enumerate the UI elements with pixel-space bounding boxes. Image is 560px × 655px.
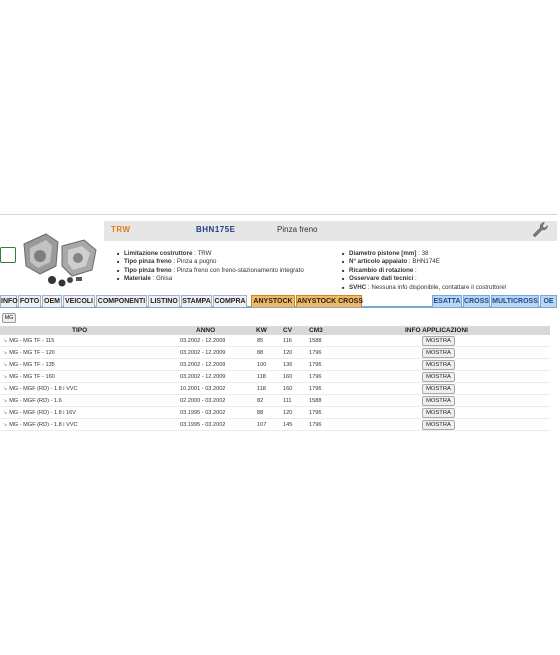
tab-foto[interactable]: FOTO — [18, 295, 41, 307]
brand-label: TRW — [111, 225, 131, 234]
tab-componenti[interactable]: COMPONENTI — [96, 295, 147, 307]
column-anno: ANNO — [196, 327, 216, 334]
spec-item: ■ Osservare dati tecnici : — [342, 275, 557, 283]
vehicle-table — [0, 335, 550, 431]
column-kw: KW — [256, 327, 267, 334]
spec-item: ■ Limitazione costruttore : TRW — [117, 250, 337, 258]
table-row[interactable]: ↘ MG - MG TF - 135 03.2002 - 12.2009 100 136 1796 MOSTRA — [0, 359, 550, 371]
tab-listino[interactable]: LISTINO — [148, 295, 180, 307]
specs-left — [117, 250, 337, 284]
tab-oem[interactable]: OEM — [42, 295, 62, 307]
column-info: INFO APPLICAZIONI — [405, 327, 468, 334]
tab-compra[interactable]: COMPRA — [213, 295, 247, 307]
select-checkbox[interactable] — [0, 247, 16, 263]
spec-item: ■ Tipo pinza freno : Pinza a pugno — [117, 258, 337, 266]
wrench-icon[interactable] — [531, 221, 549, 239]
table-row[interactable]: ↘ MG - MG TF - 120 03.2002 - 12.2009 88 120 1796 MOSTRA — [0, 347, 550, 359]
tab-stampa[interactable]: STAMPA — [181, 295, 212, 307]
table-header — [0, 326, 550, 335]
table-row[interactable]: ↘ MG - MGF (RD) - 1.8 i VVC 03.1995 - 03.2002 107 145 1796 MOSTRA — [0, 419, 550, 431]
spec-item: ■ Diametro pistone [mm] : 38 — [342, 250, 557, 258]
brand-filter-button[interactable]: MG — [2, 313, 16, 323]
spec-item: ■ Ricambio di rotazione : — [342, 267, 557, 275]
tab-oe[interactable]: OE — [540, 295, 557, 307]
tab-esatta[interactable]: ESATTA — [432, 295, 462, 307]
show-button[interactable]: MOSTRA — [422, 360, 455, 370]
column-cv: CV — [283, 327, 293, 334]
product-panel — [0, 214, 557, 444]
specs-right — [342, 250, 557, 292]
spec-item: ■ N° articolo appaiato : BHN174E — [342, 258, 557, 266]
table-row[interactable]: ↘ MG - MGF (RD) - 1.8 i VVC 10.2001 - 03.2002 118 160 1796 MOSTRA — [0, 383, 550, 395]
column-cm3: CM3 — [309, 327, 323, 334]
show-button[interactable]: MOSTRA — [422, 372, 455, 382]
show-button[interactable]: MOSTRA — [422, 408, 455, 418]
show-button[interactable]: MOSTRA — [422, 396, 455, 406]
product-header — [0, 215, 557, 295]
table-row[interactable]: ↘ MG - MGF (RD) - 1.6 02.2000 - 03.2002 82 111 1588 MOSTRA — [0, 395, 550, 407]
spec-item: ■ Materiale : Ghisa — [117, 275, 337, 283]
show-button[interactable]: MOSTRA — [422, 384, 455, 394]
table-row[interactable]: ↘ MG - MG TF - 160 03.2002 - 12.2009 118 160 1796 MOSTRA — [0, 371, 550, 383]
show-button[interactable]: MOSTRA — [422, 420, 455, 430]
tab-veicoli[interactable]: VEICOLI — [63, 295, 95, 307]
brake-caliper-image — [18, 220, 100, 296]
column-tipo: TIPO — [72, 327, 88, 334]
tab-anystock-cross[interactable]: ANYSTOCK CROSS — [296, 295, 362, 307]
table-row[interactable]: ↘ MG - MG TF - 115 03.2002 - 12.2009 85 116 1588 MOSTRA — [0, 335, 550, 347]
tab-multicross[interactable]: MULTICROSS — [491, 295, 539, 307]
article-description: Pinza freno — [277, 225, 318, 234]
spec-item: ■ SVHC : Nessuna info disponibile, contattare il costruttore! — [342, 284, 557, 292]
table-row[interactable]: ↘ MG - MGF (RD) - 1.8 i 16V 03.1995 - 03.2002 88 120 1796 MOSTRA — [0, 407, 550, 419]
tab-cross[interactable]: CROSS — [463, 295, 490, 307]
product-title-bar — [104, 221, 557, 241]
spec-item: ■ Tipo pinza freno : Pinza freno con freno-stazionamento integrato — [117, 267, 337, 275]
tab-info[interactable]: INFO — [0, 295, 17, 307]
article-code[interactable]: BHN175E — [196, 225, 236, 234]
show-button[interactable]: MOSTRA — [422, 348, 455, 358]
show-button[interactable]: MOSTRA — [422, 336, 455, 346]
tab-anystock[interactable]: ANYSTOCK — [251, 295, 295, 307]
tab-bar — [0, 295, 557, 308]
